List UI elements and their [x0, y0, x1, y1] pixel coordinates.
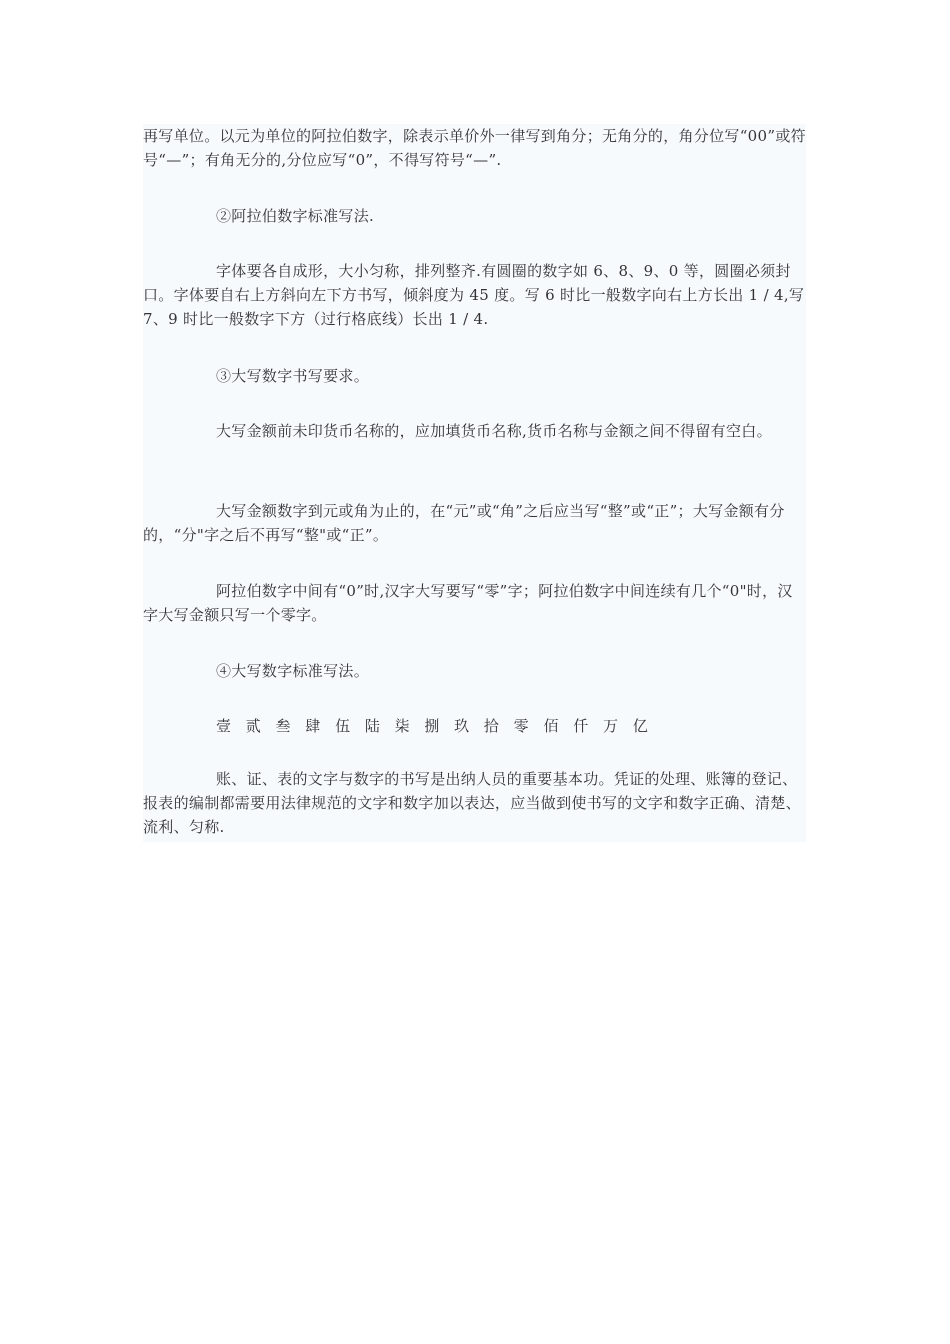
heading-uppercase-requirements: ③大写数字书写要求。 [216, 367, 370, 385]
paragraph-zheng-rule: 大写金额数字到元或角为止的，在“元”或“角”之后应当写“整”或“正”；大写金额有分的，“分"字之后不再写“整"或“正”。 [143, 502, 785, 544]
paragraph-currency-name: 大写金额前未印货币名称的，应加填货币名称,货币名称与金额之间不得留有空白。 [216, 422, 772, 440]
paragraph-unit-rules: 再写单位。以元为单位的阿拉伯数字，除表示单价外一律写到角分；无角分的，角分位写“00”或符号“—”；有角无分的,分位应写“0”，不得写符号“—”. [143, 127, 806, 169]
paragraph-basic-skills: 账、证、表的文字与数字的书写是出纳人员的重要基本功。凭证的处理、账簿的登记、报表的编制都需要用法律规范的文字和数字加以表达，应当做到使书写的文字和数字正确、清楚、流利、匀称. [143, 770, 801, 836]
paragraph-zero-rule: 阿拉伯数字中间有“0”时,汉字大写要写“零”字；阿拉伯数字中间连续有几个“0"时，汉字大写金额只写一个零字。 [143, 582, 793, 624]
heading-uppercase-standard: ④大写数字标准写法。 [216, 662, 370, 680]
paragraph-arabic-numeral-style: 字体要各自成形，大小匀称，排列整齐.有圆圈的数字如 6、8、9、0 等，圆圈必须封口。字体要自右上方斜向左下方书写，倾斜度为 45 度。写 6 时比一般数字向右上方长出 1 / 4,写 7、9 时比一般数字下方（过行格底线）长出 1 / 4. [143, 262, 805, 328]
document-body [143, 124, 806, 842]
heading-arabic-numeral-standard: ②阿拉伯数字标准写法. [216, 207, 375, 225]
uppercase-numerals-list: 壹 贰 叁 肆 伍 陆 柒 捌 玖 拾 零 佰 仟 万 亿 [216, 717, 653, 735]
